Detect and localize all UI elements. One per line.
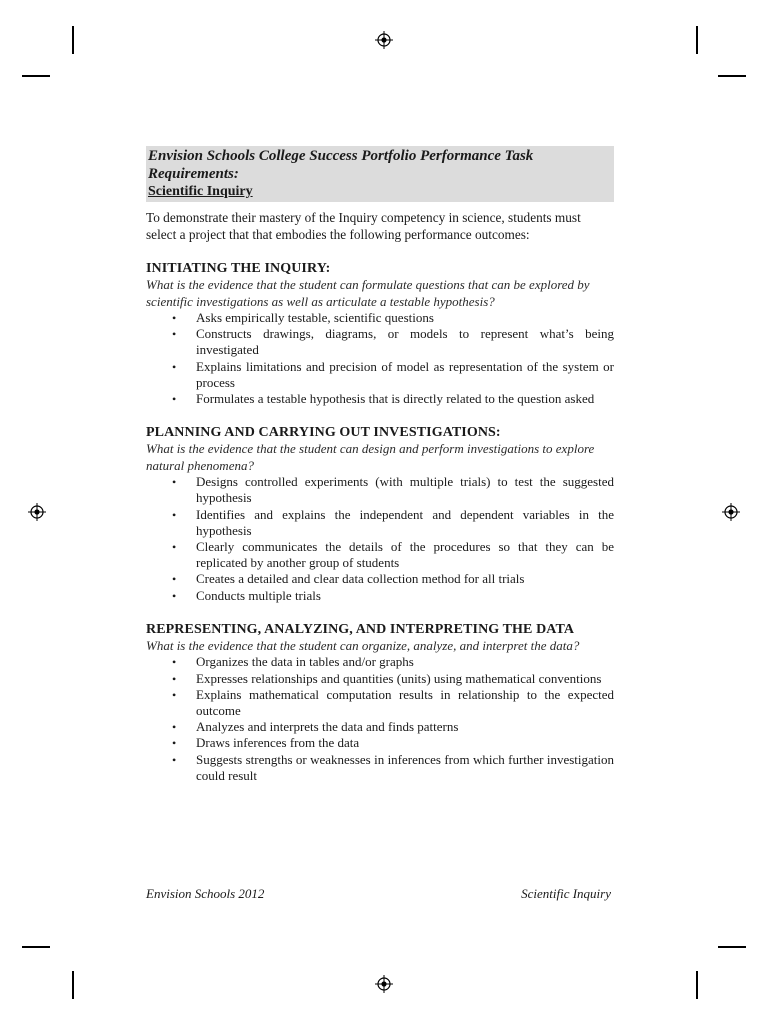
- criteria-list: [146, 654, 614, 784]
- bullet-icon: •: [172, 572, 177, 587]
- list-item-text: Conducts multiple trials: [196, 587, 321, 603]
- list-item-text: Formulates a testable hypothesis that is directly related to the question asked: [196, 391, 595, 407]
- bullet-icon: •: [172, 507, 177, 522]
- registration-mark-icon: [375, 975, 393, 993]
- title-banner: [146, 146, 614, 202]
- list-item: [172, 507, 614, 539]
- list-item: [172, 735, 614, 751]
- section-question: What is the evidence that the student can formulate questions that can be explored by scientific investigations as well as articulate a testable hypothesis?: [146, 277, 590, 309]
- crop-mark-bottom-left-vertical: [72, 971, 74, 999]
- bullet-icon: •: [172, 736, 177, 751]
- list-item: [172, 539, 614, 571]
- list-item: [172, 719, 614, 735]
- list-item: [172, 671, 614, 687]
- list-item: [172, 359, 614, 391]
- list-item-text: Organizes the data in tables and/or graphs: [196, 654, 414, 670]
- section-representing-data: [146, 621, 614, 784]
- list-item-text: Constructs drawings, diagrams, or models to represent what’s being investigated: [196, 326, 614, 358]
- crop-mark-top-left-vertical: [72, 26, 74, 54]
- list-item: [172, 687, 614, 719]
- list-item-text: Clearly communicates the details of the procedures so that they can be replicated by another group of students: [196, 539, 614, 571]
- list-item: [172, 752, 614, 784]
- crop-mark-top-right-horizontal: [718, 75, 746, 77]
- list-item-text: Explains limitations and precision of model as representation of the system or process: [196, 358, 614, 390]
- bullet-icon: •: [172, 752, 177, 767]
- intro-paragraph: To demonstrate their mastery of the Inquiry competency in science, students must select a project that that embodies the following performance outcomes:: [146, 210, 581, 242]
- document-body: [146, 146, 614, 784]
- section-heading: INITIATING THE INQUIRY:: [146, 261, 331, 276]
- bullet-icon: •: [172, 720, 177, 735]
- section-question: What is the evidence that the student can organize, analyze, and interpret the data?: [146, 637, 580, 653]
- bullet-icon: •: [172, 475, 177, 490]
- crop-mark-top-left-horizontal: [22, 75, 50, 77]
- bullet-icon: •: [172, 540, 177, 555]
- list-item: [172, 474, 614, 506]
- page-subtitle: Scientific Inquiry: [148, 184, 253, 199]
- registration-mark-icon: [722, 503, 740, 521]
- footer-left: Envision Schools 2012: [146, 886, 265, 901]
- bullet-icon: •: [172, 311, 177, 325]
- bullet-icon: •: [172, 687, 177, 702]
- list-item-text: Creates a detailed and clear data collection method for all trials: [196, 571, 525, 587]
- bullet-icon: •: [172, 392, 177, 407]
- criteria-list: [146, 310, 614, 407]
- section-question: What is the evidence that the student can design and perform investigations to explore natural phenomena?: [146, 441, 595, 473]
- registration-mark-icon: [28, 503, 46, 521]
- list-item: [172, 326, 614, 358]
- footer-right: Scientific Inquiry: [521, 886, 611, 901]
- page-title: Envision Schools College Success Portfolio Performance Task Requirements:: [148, 148, 534, 182]
- section-heading: PLANNING AND CARRYING OUT INVESTIGATIONS:: [146, 425, 501, 441]
- list-item-text: Draws inferences from the data: [196, 735, 360, 751]
- list-item: [172, 588, 614, 604]
- section-heading: REPRESENTING, ANALYZING, AND INTERPRETING THE DATA: [146, 621, 575, 637]
- list-item-text: Expresses relationships and quantities (units) using mathematical conventions: [196, 670, 602, 686]
- list-item-text: Analyzes and interprets the data and finds patterns: [196, 719, 459, 735]
- bullet-icon: •: [172, 655, 177, 670]
- registration-mark-icon: [375, 31, 393, 49]
- section-planning-investigations: [146, 424, 614, 604]
- list-item: [172, 391, 614, 407]
- bullet-icon: •: [172, 588, 177, 603]
- criteria-list: [146, 474, 614, 604]
- list-item: [172, 310, 614, 326]
- list-item-text: Explains mathematical computation results in relationship to the expected outcome: [196, 686, 614, 718]
- bullet-icon: •: [172, 671, 177, 686]
- crop-mark-bottom-left-horizontal: [22, 946, 50, 948]
- list-item: [172, 571, 614, 587]
- bullet-icon: •: [172, 359, 177, 374]
- section-initiating-inquiry: [146, 260, 614, 407]
- crop-mark-bottom-right-vertical: [696, 971, 698, 999]
- bullet-icon: •: [172, 327, 177, 342]
- list-item-text: Asks empirically testable, scientific questions: [196, 310, 434, 325]
- list-item-text: Designs controlled experiments (with multiple trials) to test the suggested hypothesis: [196, 474, 614, 506]
- list-item: [172, 654, 614, 670]
- crop-mark-top-right-vertical: [696, 26, 698, 54]
- crop-mark-bottom-right-horizontal: [718, 946, 746, 948]
- list-item-text: Suggests strengths or weaknesses in inferences from which further investigation could result: [196, 751, 614, 783]
- list-item-text: Identifies and explains the independent and dependent variables in the hypothesis: [196, 506, 614, 538]
